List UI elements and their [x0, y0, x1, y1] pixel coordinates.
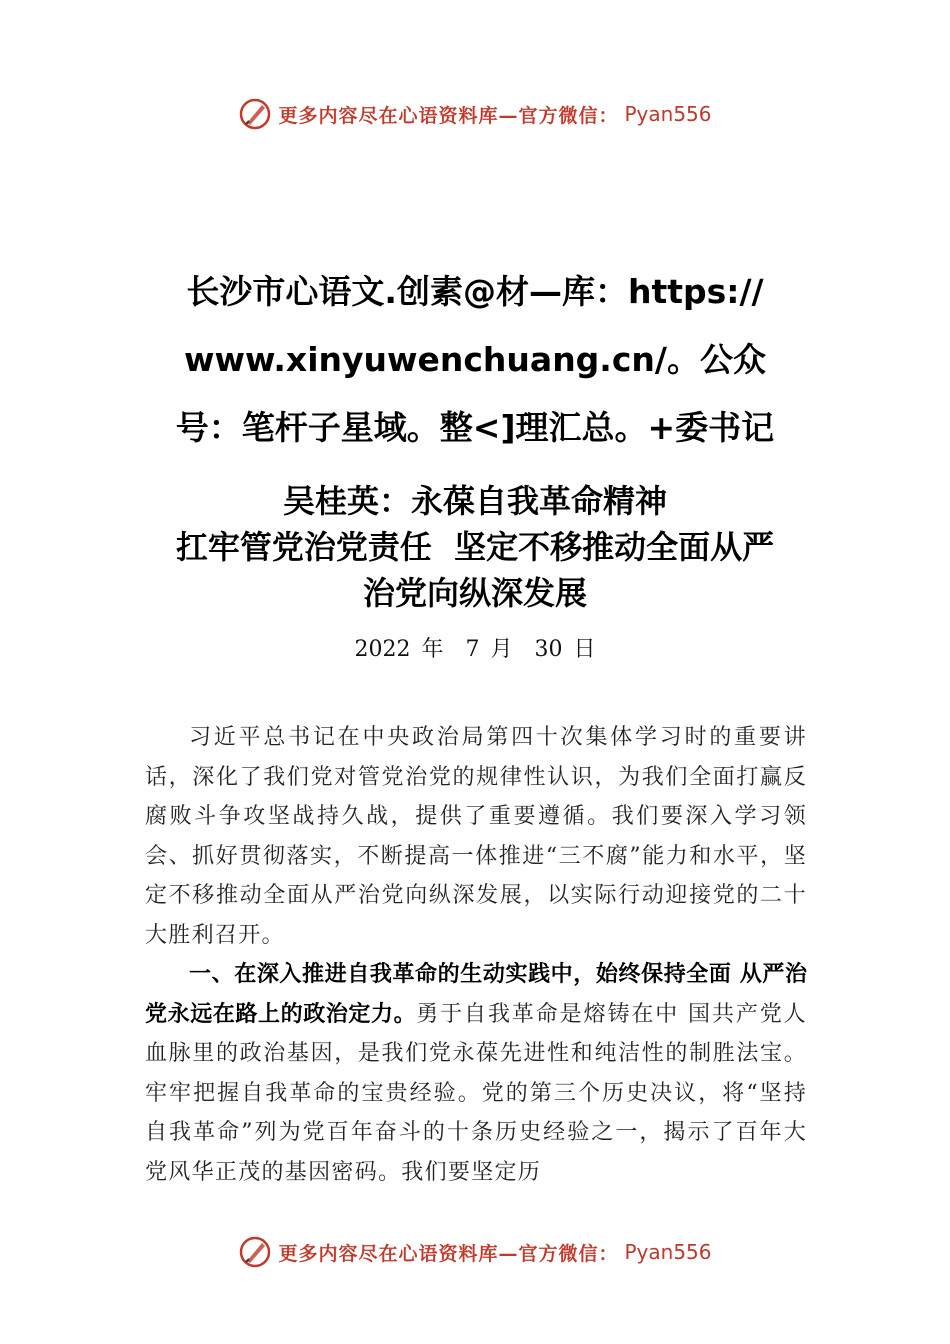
document-body — [145, 718, 807, 1192]
heading-line: 号：笔杆子星域。整<]理汇总。+委书记 — [175, 408, 775, 447]
paragraph — [145, 955, 807, 1192]
document-title — [130, 478, 820, 616]
watermark-text: 更多内容尽在心语资料库—官方微信： — [278, 104, 619, 127]
header-watermark — [0, 94, 950, 134]
watermark-id: Pyan556 — [624, 102, 712, 126]
quill-logo-icon — [238, 97, 272, 131]
document-date: 2022 年 7 月 30 日 — [354, 637, 596, 662]
title-line: 吴桂英：永葆自我革命精神 — [282, 482, 667, 520]
heading-line: 长沙市心语文.创素@材—库：https:// — [186, 272, 764, 311]
section-heading: 一、在深入推进自我革命的生动实践中，始终保持全面 从严治党永远在路上的政治定力。 — [145, 962, 807, 1027]
watermark-id: Pyan556 — [624, 1240, 712, 1264]
source-heading — [140, 258, 810, 462]
quill-logo-icon — [238, 1235, 272, 1269]
heading-line: www.xinyuwenchuang.cn/。公众 — [184, 340, 766, 379]
paragraph: 习近平总书记在中央政治局第四十次集体学习时的重要讲话，深化了我们党对管党治党的规律性认识，为我们全面打赢反腐败斗争攻坚战持久战，提供了重要遵循。我们要深入学习领会、抓好贯彻落实，不断提高一体推进“三不腐”能力和水平，坚定不移推动全面从严治党向纵深发展，以实际行动迎接党的二十大胜利召开。 — [145, 725, 807, 948]
paragraph-text: 勇于自我革命是熔铸在中 国共产党人血脉里的政治基因，是我们党永葆先进性和纯洁性的制胜法宝。牢牢把握自我革命的宝贵经验。党的第三个历史决议，将“坚持自我革命”列为党百年奋斗的十条历史经验之一，揭示了百年大党风华正茂的基因密码。我们要坚定历 — [145, 1001, 807, 1185]
title-line: 扛牢管党治党责任 坚定不移推动全面从严 — [175, 528, 775, 566]
footer-watermark — [0, 1232, 950, 1272]
title-line: 治党向纵深发展 — [362, 574, 587, 612]
watermark-text: 更多内容尽在心语资料库—官方微信： — [278, 1242, 619, 1265]
